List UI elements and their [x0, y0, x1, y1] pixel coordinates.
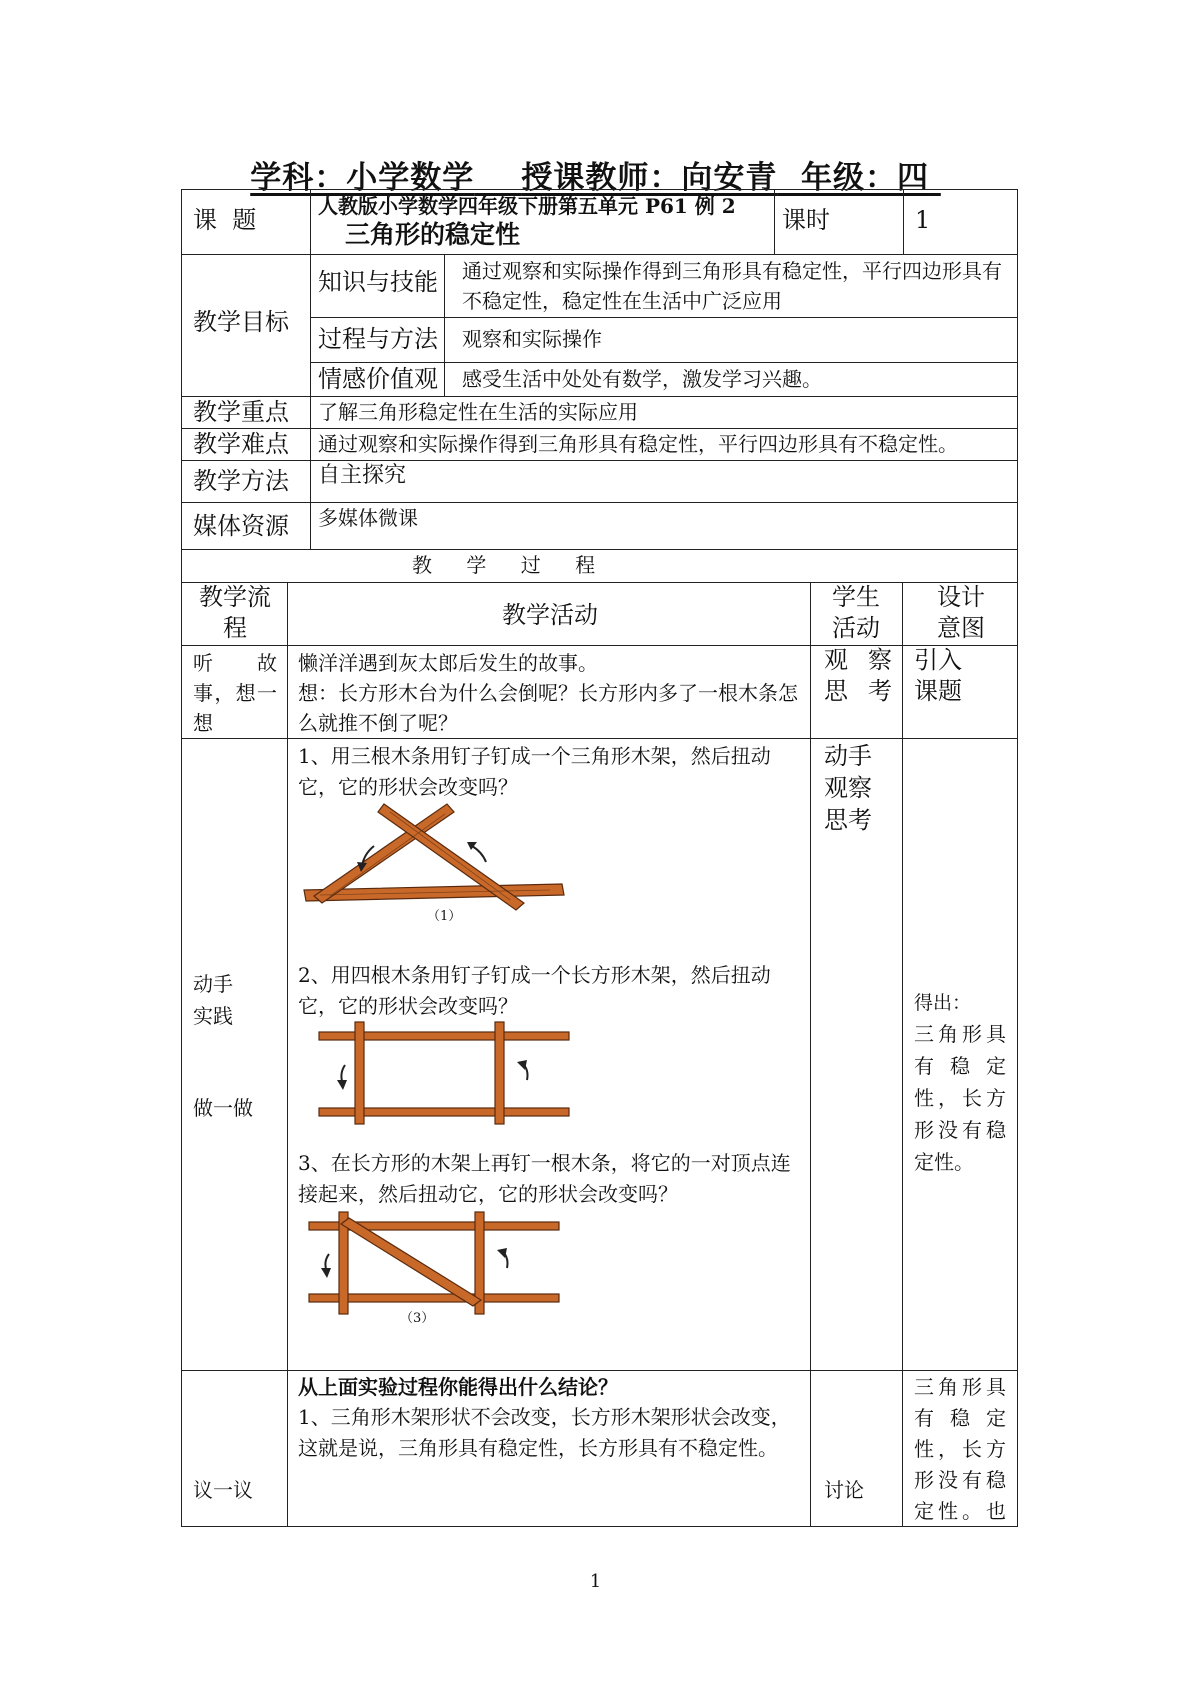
col-flow-header: 教学流程 [199, 583, 271, 642]
practice-flow-2: 做一做 [193, 1096, 253, 1120]
story-line2: 想：长方形木台为什么会倒呢？长方形内多了一根木条怎么就推不倒了呢？ [298, 681, 798, 735]
discuss-flow: 议一议 [193, 1478, 253, 1502]
cell-method-text [310, 460, 1018, 503]
method-label: 教学方法 [193, 467, 289, 495]
period-value: 1 [915, 206, 931, 234]
difficulty-text: 通过观察和实际操作得到三角形具有稳定性，平行四边形具有不稳定性。 [318, 432, 958, 456]
col-activity-header: 教学活动 [502, 601, 598, 629]
obj1-label: 知识与技能 [318, 268, 438, 296]
subject-label: 学科：小学数学 [250, 160, 475, 196]
cell-practice-flow [181, 738, 288, 1371]
col-student-header: 学生活动 [832, 583, 880, 642]
practice-design-2: 三角形具有稳定性，长方形没有稳定性。 [914, 1022, 1006, 1174]
obj2-label: 过程与方法 [318, 325, 438, 353]
process-heading: 教 学 过 程 [412, 553, 610, 577]
teacher-label: 授课教师：向安青 [521, 160, 778, 196]
col-design-header: 设计意图 [937, 583, 985, 642]
story-line1: 懒洋洋遇到灰太郎后发生的故事。 [298, 651, 598, 675]
obj3-label: 情感价值观 [318, 365, 438, 393]
discuss-question: 从上面实验过程你能得出什么结论？ [298, 1375, 618, 1399]
story-flow: 听 故事，想一想 [193, 651, 277, 735]
practice-student: 动手 观察 思考 [824, 742, 872, 834]
topic-title: 三角形的稳定性 [345, 220, 521, 249]
fig1-caption: （1） [427, 909, 462, 924]
objectives-label: 教学目标 [193, 308, 289, 336]
story-design: 引入 课题 [914, 646, 962, 705]
obj1-text: 通过观察和实际操作得到三角形具有稳定性，平行四边形具有不稳定性，稳定性在生活中广泛应用 [462, 259, 1002, 313]
method-text: 自主探究 [318, 463, 407, 488]
obj2-text: 观察和实际操作 [462, 327, 602, 351]
key-text: 了解三角形稳定性在生活的实际应用 [318, 400, 638, 424]
media-text: 多媒体微课 [318, 506, 418, 530]
difficulty-label: 教学难点 [193, 430, 289, 458]
media-label: 媒体资源 [193, 512, 289, 540]
step2-text: 2、用四根木条用钉子钉成一个长方形木架，然后扭动它，它的形状会改变吗？ [298, 963, 771, 1018]
story-student: 观 察 思考 [824, 646, 892, 705]
topic-label: 课 题 [193, 206, 257, 234]
discuss-student: 讨论 [824, 1478, 864, 1502]
grade-label: 年级：四 [800, 160, 929, 196]
topic-source: 人教版小学数学四年级下册第五单元 P61 例 2 [318, 194, 736, 218]
discuss-answer: 1、三角形木架形状不会改变，长方形木架形状会改变，这就是说，三角形具有稳定性，长方形具有不稳定性。 [298, 1405, 791, 1460]
fig3-caption: （3） [400, 1311, 435, 1326]
practice-design-1: 得出： [914, 992, 972, 1014]
step3-text: 3、在长方形的木架上再钉一根木条，将它的一对顶点连接起来，然后扭动它，它的形状会改变吗？ [298, 1151, 791, 1206]
discuss-design: 三角形具有稳定性，长方形没有稳定性。也 [914, 1375, 1006, 1523]
practice-flow-1: 动手 实践 [193, 972, 233, 1028]
obj3-text: 感受生活中处处有数学，激发学习兴趣。 [462, 367, 822, 391]
period-label: 课时 [782, 206, 830, 234]
page-number: 1 [589, 1571, 602, 1592]
rectangle-figure [315, 1020, 575, 1130]
braced-rectangle-figure [305, 1210, 565, 1320]
key-label: 教学重点 [193, 398, 289, 426]
step1-text: 1、用三根木条用钉子钉成一个三角形木架，然后扭动它，它的形状会改变吗？ [298, 744, 771, 799]
